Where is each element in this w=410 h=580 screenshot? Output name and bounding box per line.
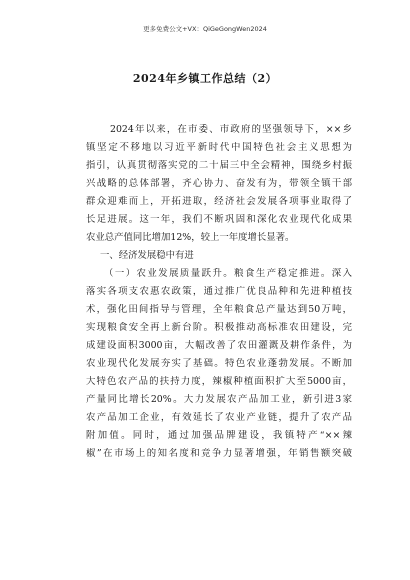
section-heading: 一、经济发展稳中有进	[100, 250, 194, 261]
paragraph-line: 产量同比增长20%。大力发展农产品加工业，新引进3家	[86, 394, 352, 405]
paragraph-line: 大特色农产品的扶持力度，辣椒种植面积扩大至5000亩，	[86, 376, 352, 387]
paragraph-line: 群众迎难而上，开拓进取，经济社会发展各项事业取得了	[86, 196, 352, 207]
paragraph-line: 农产品加工企业，有效延长了农业产业链，提升了农产品	[86, 412, 352, 423]
paragraph-line: 实现粮食安全再上新台阶。积极推动高标准农田建设，完	[86, 322, 352, 333]
paragraph-line: 术，强化田间指导与管理，全年粮食总产量达到50万吨，	[86, 304, 352, 315]
paragraph-line: 农业总产值同比增加12%，较上一年度增长显著。	[86, 232, 295, 243]
paragraph-line: 附加值。同时，通过加强品牌建设，我镇特产“××辣	[86, 430, 352, 441]
paragraph-line: （一）农业发展质量跃升。粮食生产稳定推进。深入	[104, 268, 352, 279]
document-title: 2024年乡镇工作总结（2）	[132, 72, 278, 85]
paragraph-line: 镇坚定不移地以习近平新时代中国特色社会主义思想为	[86, 142, 352, 153]
header-watermark-text: 更多免费公文+VX：QiGeGongWen2024	[143, 25, 267, 33]
paragraph-line: 2024年以来，在市委、市政府的坚强领导下，××乡	[110, 124, 352, 135]
paragraph-line: 指引，认真贯彻落实党的二十届三中全会精神，围绕乡村振	[86, 160, 352, 171]
paragraph-line: 落实各项支农惠农政策，通过推广优良品种和先进种植技	[86, 286, 352, 297]
paragraph-line: 椒”在市场上的知名度和竞争力显著增强，年销售额突破	[86, 448, 352, 459]
paragraph-line: 农业现代化发展夯实了基础。特色农业蓬勃发展。不断加	[86, 358, 352, 369]
paragraph-line: 长足进展。这一年，我们不断巩固和深化农业现代化成果	[86, 214, 352, 225]
paragraph-line: 兴战略的总体部署，齐心协力、奋发有为，带领全镇干部	[86, 178, 352, 189]
paragraph-line: 成建设面积3000亩，大幅改善了农田灌溉及耕作条件，为	[86, 340, 352, 351]
